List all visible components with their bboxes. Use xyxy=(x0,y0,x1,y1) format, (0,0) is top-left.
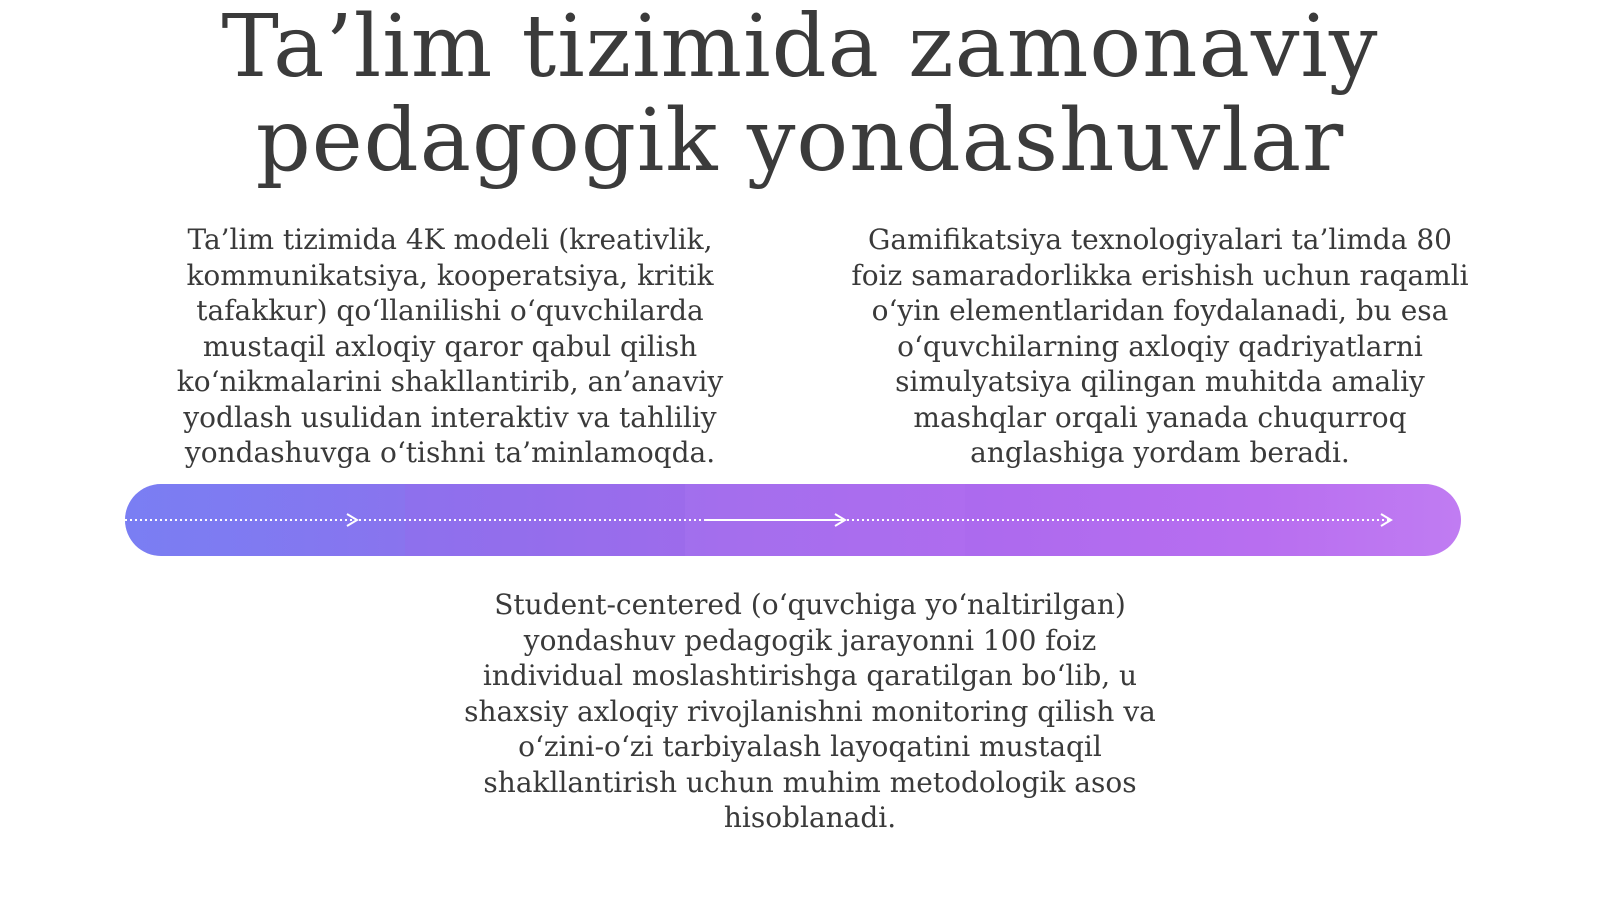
text-line: o‘zini-o‘zi tarbiyalash layoqatini mustaqil xyxy=(518,730,1102,763)
text-line: individual moslashtirishga qaratilgan bo‘lib, u xyxy=(482,659,1138,692)
text-line: mustaqil axloqiy qaror qabul qilish xyxy=(202,329,698,363)
timeline-bar xyxy=(125,484,1461,556)
text-line: shakllantirish uchun muhim metodologik asos xyxy=(483,765,1137,799)
text-line: o‘quvchilarning axloqiy qadriyatlarni xyxy=(897,329,1423,363)
text-line: yodlash usulidan interaktiv va tahliliy xyxy=(183,400,717,434)
text-block-left xyxy=(150,222,750,471)
text-line: Gamifikatsiya texnologiyalari ta’limda 80 xyxy=(868,223,1452,256)
slide-title xyxy=(0,0,1600,191)
text-line: shaxsiy axloqiy rivojlanishni monitoring qilish va xyxy=(464,694,1156,728)
text-line: hisoblanadi. xyxy=(723,801,897,834)
text-line: o‘yin elementlaridan foydalanadi, bu esa xyxy=(871,294,1449,327)
title-line-2: pedagogik yondashuvlar xyxy=(255,91,1345,191)
text-line: Ta’lim tizimida 4K modeli (kreativlik, xyxy=(187,223,713,256)
text-block-right xyxy=(840,222,1480,471)
text-line: foiz samaradorlikka erishish uchun raqamli xyxy=(851,258,1469,292)
text-line: Student-centered (o‘quvchiga yo‘naltirilgan) xyxy=(494,588,1126,621)
text-line: tafakkur) qo‘llanilishi o‘quvchilarda xyxy=(196,294,704,327)
text-line: ko‘nikmalarini shakllantirib, an’anaviy xyxy=(176,365,724,398)
text-line: anglashiga yordam beradi. xyxy=(970,436,1350,469)
title-line-1: Ta’lim tizimida zamonaviy xyxy=(221,0,1379,97)
text-line: kommunikatsiya, kooperatsiya, kritik xyxy=(186,258,714,292)
text-line: simulyatsiya qilingan muhitda amaliy xyxy=(895,365,1425,398)
timeline-arrows xyxy=(125,484,1461,556)
text-block-bottom xyxy=(430,587,1190,836)
text-line: yondashuvga o‘tishni ta’minlamoqda. xyxy=(184,436,716,469)
arrow-right-icon xyxy=(347,514,357,526)
text-line: yondashuv pedagogik jarayonni 100 foiz xyxy=(523,623,1097,657)
text-line: mashqlar orqali yanada chuqurroq xyxy=(913,400,1407,434)
